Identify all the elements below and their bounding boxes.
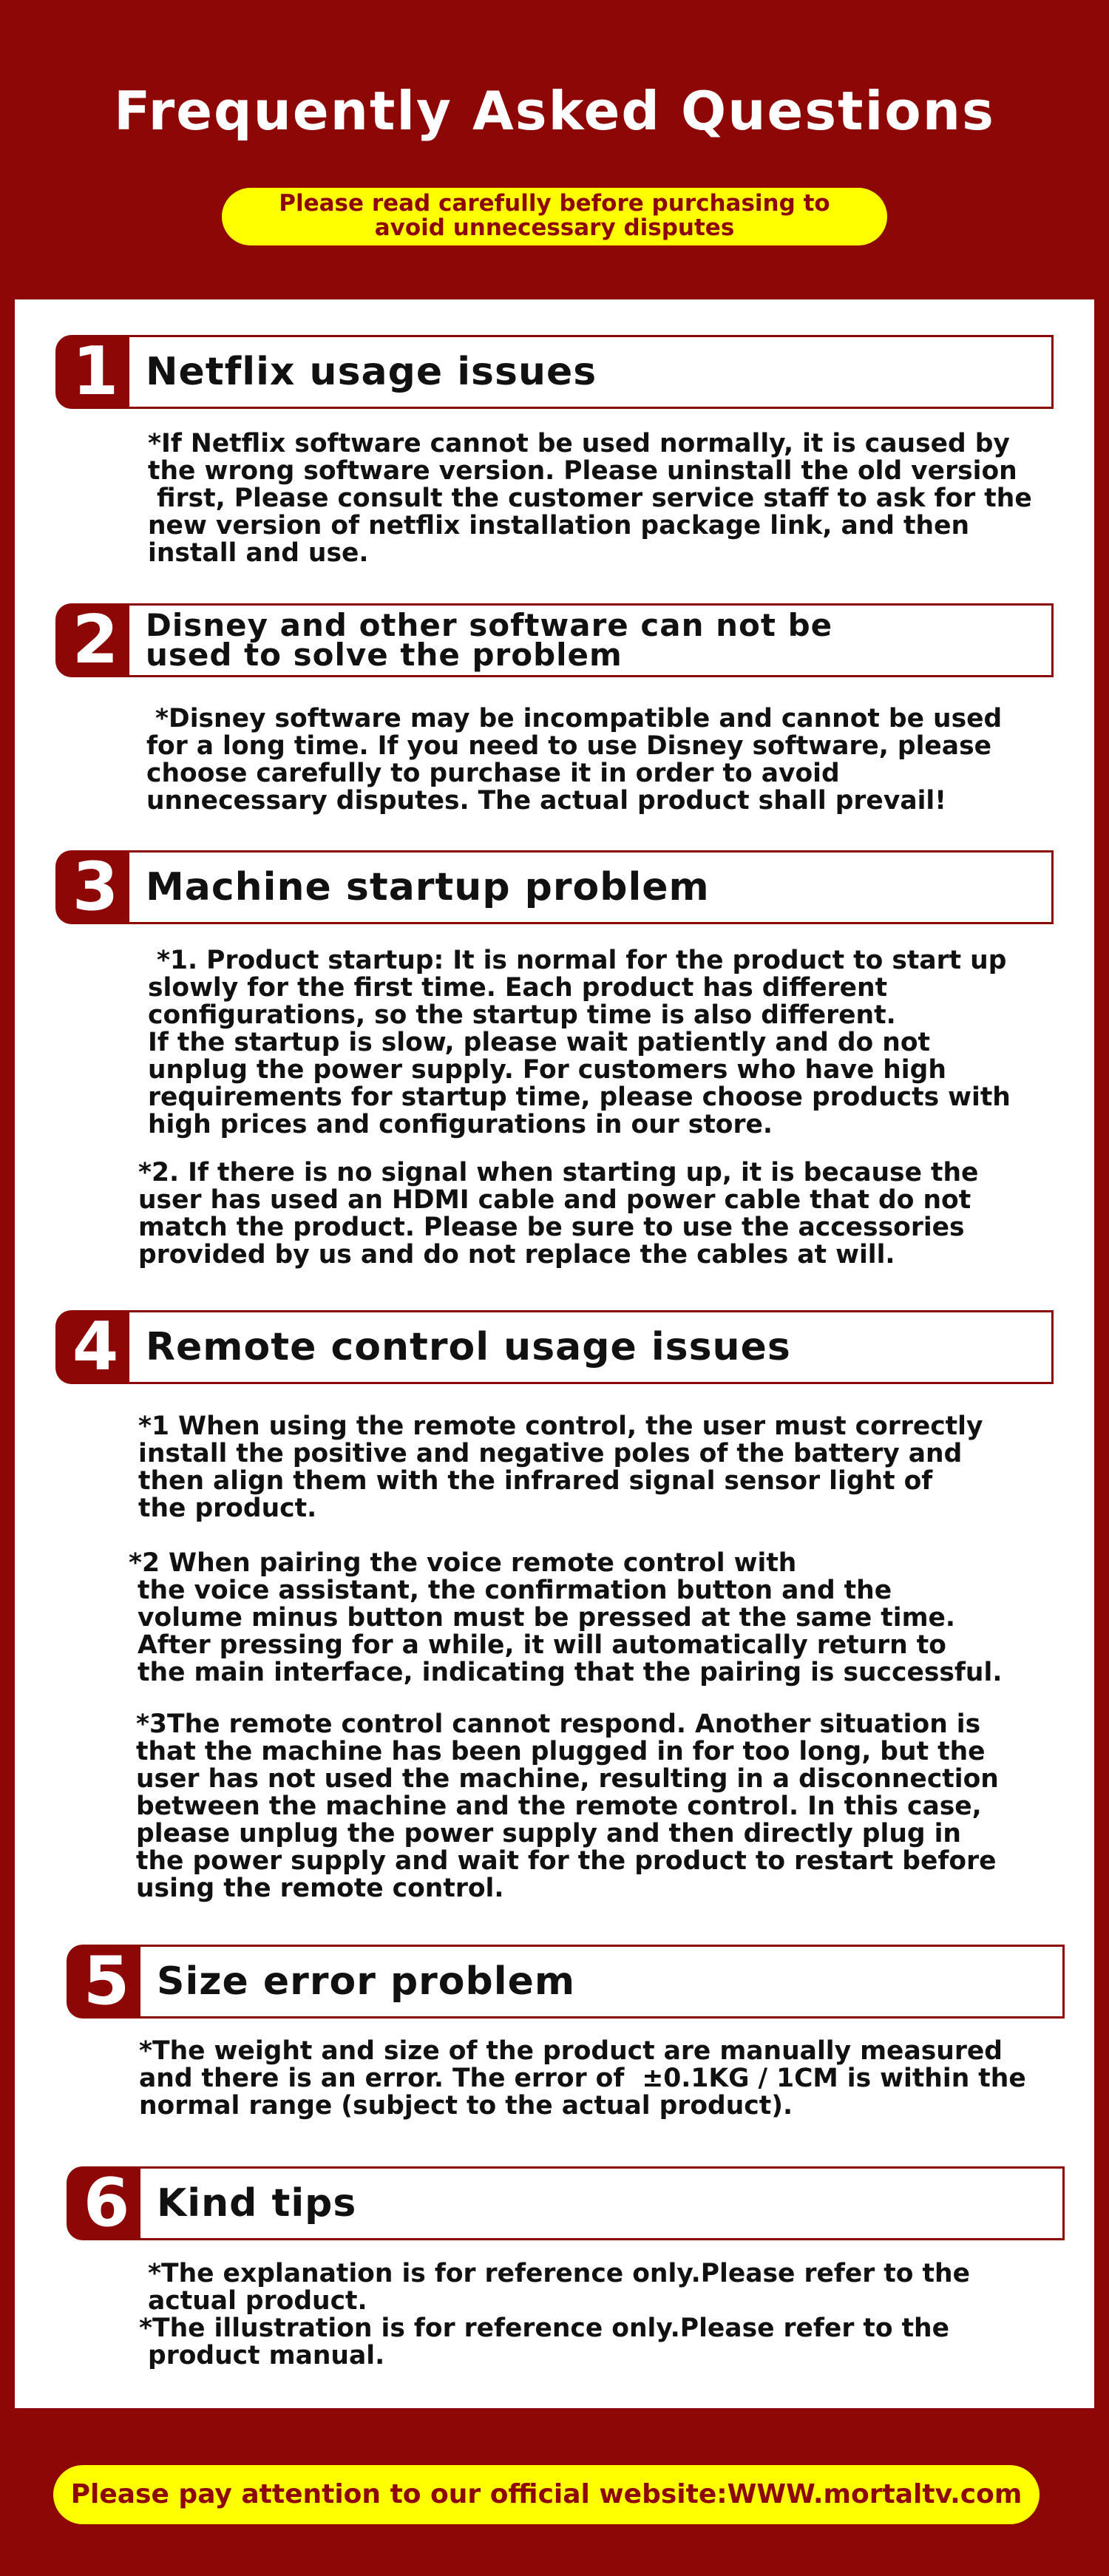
section-title-box: [129, 603, 1054, 677]
section-title-box: [129, 1310, 1054, 1384]
section-title-box: [129, 335, 1054, 409]
faq-section-1-header: [55, 335, 1054, 409]
faq-answer: *Disney software may be incompatible and cannot be used for a long time. If you need to use Disney software, please choose carefully to purchase it in order to avoid unnecessary disputes. The actual product shall prevail!: [146, 704, 1003, 816]
faq-answer: *If Netflix software cannot be used normally, it is caused by the wrong software version. Please uninstall the old version first, Please consult the customer service staff to ask for the new version of netflix installation package link, and then install and use.: [148, 429, 1032, 568]
faq-section-6-header: [67, 2166, 1065, 2240]
section-title: Kind tips: [157, 2181, 357, 2226]
faq-section-4-header: [55, 1310, 1054, 1384]
purchase-notice-text: Please read carefully before purchasing to avoid unnecessary disputes: [279, 190, 830, 241]
section-title: Remote control usage issues: [146, 1325, 791, 1369]
faq-answer: *1 When using the remote control, the user must correctly install the positive and negative poles of the battery and then align them with the infrared signal sensor light of the product.: [138, 1411, 983, 1523]
faq-section-3-header: [55, 850, 1054, 924]
faq-answer: *1. Product startup: It is normal for the product to start up slowly for the first time. Each product has different configurations, so the startup time is also different. If the startup is slow, please wait patiently and do not unplug the power supply. For customers who have high requirements for startup time, please choose products with high prices and configurations in our store.: [148, 946, 1011, 1139]
faq-answer: *2 When pairing the voice remote control with the voice assistant, the confirmation button and the volume minus button must be pressed at the same time. After pressing for a while, it will automatically return to the main interface, indicating that the pairing is successful.: [129, 1548, 1003, 1687]
section-number-badge: 6: [67, 2166, 146, 2240]
section-title-box: [129, 850, 1054, 924]
section-title: Netflix usage issues: [146, 350, 597, 394]
section-title: Disney and other software can not be used to solve the problem: [146, 607, 833, 673]
purchase-notice-banner: [222, 188, 887, 245]
faq-section-5-header: [67, 1942, 1065, 2020]
faq-answer: *The explanation is for reference only.Please refer to the actual product. *The illustration is for reference only.Please refer to the product manual.: [139, 2259, 970, 2370]
faq-answer: *The weight and size of the product are manually measured and there is an error. The error of ±0.1KG / 1CM is within the normal range (subject to the actual product).: [139, 2036, 1026, 2121]
faq-answer: *2. If there is no signal when starting up, it is because the user has used an HDMI cable and power cable that do not match the product. Please be sure to use the accessories provided by us and do not replace the cables at will.: [138, 1158, 979, 1270]
section-number-badge: 5: [67, 1945, 146, 2019]
section-number-badge: 1: [55, 335, 135, 409]
faq-answer: *3The remote control cannot respond. Another situation is that the machine has been plugged in for too long, but the user has not used the machine, resulting in a disconnection between the machine and the remote control. In this case, please unplug the power supply and then directly plug in the power supply and wait for the product to restart before using the remote control.: [136, 1709, 999, 1903]
section-title-box: [140, 2166, 1065, 2240]
section-title: Machine startup problem: [146, 865, 710, 909]
official-website-banner: [53, 2465, 1040, 2524]
section-title-box: [140, 1945, 1065, 2019]
section-number-badge: 4: [55, 1310, 135, 1384]
official-website-text: Please pay attention to our official website:WWW.mortaltv.com: [70, 2479, 1022, 2509]
page-title: Frequently Asked Questions: [114, 80, 995, 142]
faq-section-2-header: [55, 603, 1054, 677]
section-number-badge: 2: [55, 603, 135, 677]
section-number-badge: 3: [55, 850, 135, 924]
section-title: Size error problem: [157, 1959, 576, 2004]
